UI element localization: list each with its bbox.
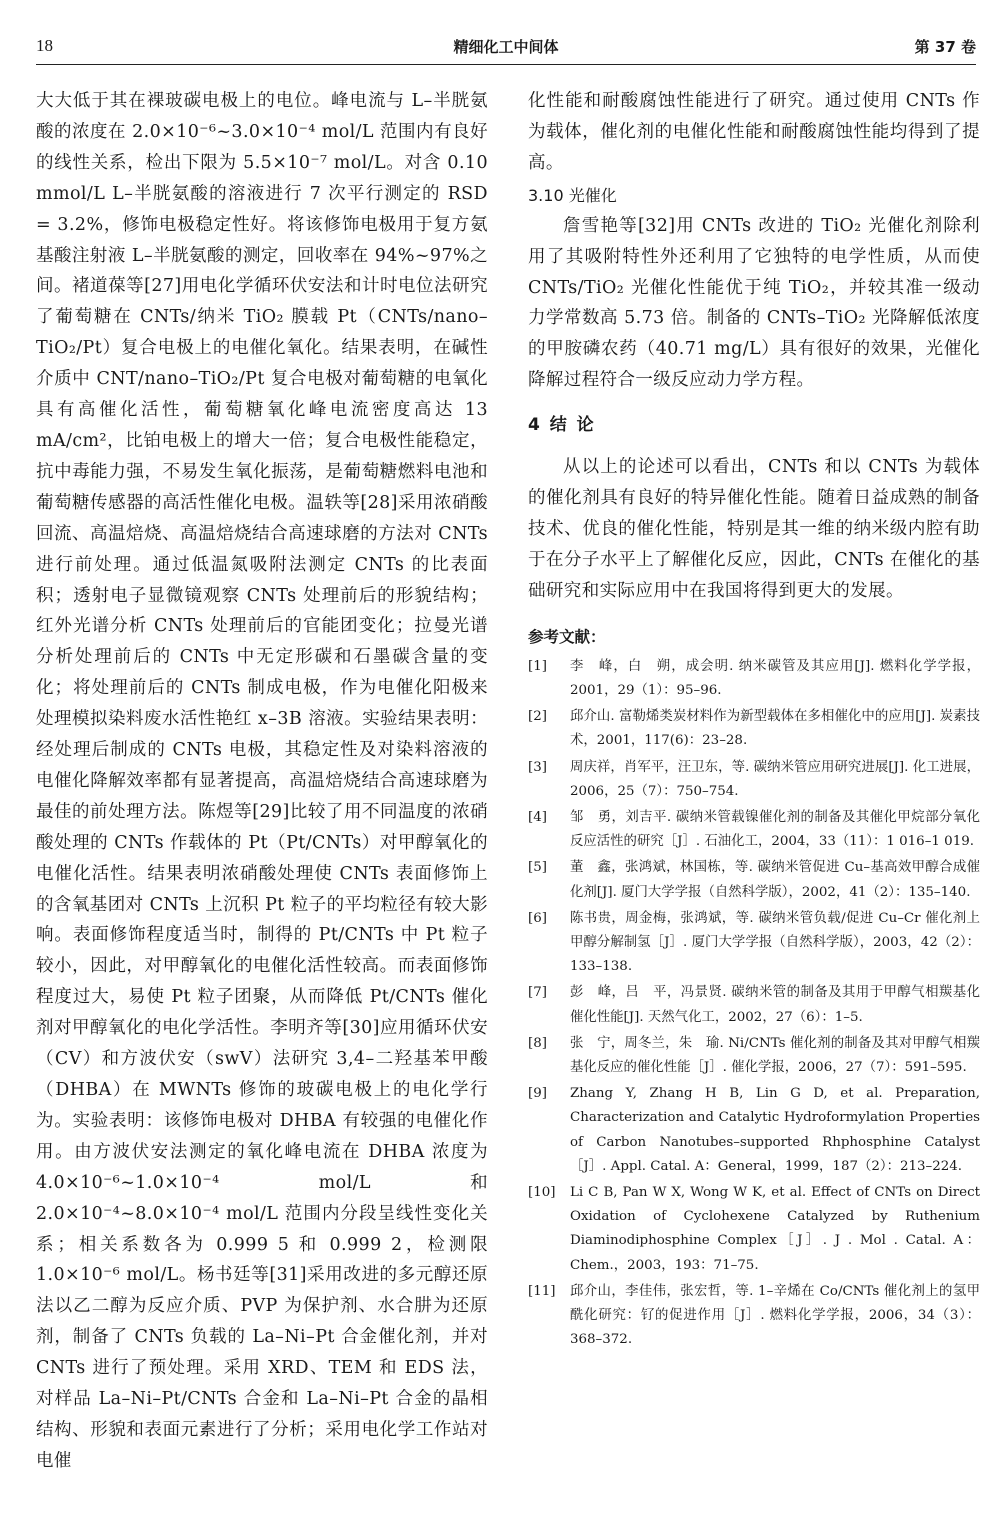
reference-item [528,1280,980,1353]
reference-number: [6] [528,910,547,926]
reference-item [528,655,980,703]
right-column [528,86,980,1354]
references-heading: 参考文献： [528,627,606,646]
body-paragraph: 詹雪艳等[32]用 CNTs 改进的 TiO₂ 光催化剂除利用了其吸附特性外还利用了它独特的电学性质，从而使 CNTs/TiO₂ 光催化性能优于纯 TiO₂，并较其准一级动力学常数高 5.73 倍。制备的 CNTs–TiO₂ 光降解低浓度的甲胺磷农药（40.71 mg/L）具有很好的效果，光催化降解过程符合一级反应动力学方程。 [528,215,980,391]
reference-item [528,1181,980,1278]
reference-item [528,1032,980,1080]
reference-item [528,1082,980,1179]
reference-text: 周庆祥，肖军平，汪卫东，等. 碳纳米管应用研究进展[J]. 化工进展，2006，25（7）：750–754. [570,759,980,799]
body-paragraph: 化性能和耐酸腐蚀性能进行了研究。通过使用 CNTs 作为载体，催化剂的电催化性能和耐酸腐蚀性能均得到了提高。 [528,91,980,173]
reference-text: 邱介山. 富勒烯类炭材料作为新型载体在多相催化中的应用[J]. 炭素技术，2001，117(6)：23–28. [570,709,980,749]
reference-text: 张 宁，周冬兰，朱 瑜. Ni/CNTs 催化剂的制备及其对甲醇气相羰基化反应的催化性能［J］. 催化学报，2006，27（7）：591–595. [570,1035,980,1075]
reference-text: Li C B, Pan W X, Wong W K, et al. Effect of CNTs on Direct Oxidation of Cyclohexene Catalyzed by Ruthenium Diaminodiphosphine Complex［J］. J . Mol . Catal. A：Chem.，2003，193：71–75. [570,1184,980,1273]
journal-title: 精细化工中间体 [453,38,559,56]
header-rule [36,64,976,65]
reference-number: [5] [528,860,547,876]
reference-item [528,907,980,980]
body-paragraph: 大大低于其在裸玻碳电极上的电位。峰电流与 L–半胱氨酸的浓度在 2.0×10⁻⁶~3.0×10⁻⁴ mol/L 范围内有良好的线性关系，检出下限为 5.5×10⁻⁷ mol/L。对含 0.10 mmol/L L–半胱氨酸的溶液进行 7 次平行测定的 RSD = 3.2%，修饰电极稳定性好。将该修饰电极用于复方氨基酸注射液 L–半胱氨酸的测定，回收率在 94%~97%之间。褚道葆等[27]用电化学循环伏安法和计时电位法研究了葡萄糖在 CNTs/纳米 TiO₂ 膜载 Pt（CNTs/nano–TiO₂/Pt）复合电极上的电催化氧化。结果表明，在碱性介质中 CNT/nano–TiO₂/Pt 复合电极对葡萄糖的电氧化具有高催化活性，葡萄糖氧化峰电流密度高达 13 mA/cm²，比铂电极上的增大一倍；复合电极性能稳定，抗中毒能力强，不易发生氧化振荡，是葡萄糖燃料电池和葡萄糖传感器的高活性催化电极。温轶等[28]采用浓硝酸回流、高温焙烧、高温焙烧结合高速球磨的方法对 CNTs 进行前处理。通过低温氮吸附法测定 CNTs 的比表面积；透射电子显微镜观察 CNTs 处理前后的形貌结构；红外光谱分析 CNTs 处理前后的官能团变化；拉曼光谱分析处理前后的 CNTs 中无定形碳和石墨碳含量的变化；将处理前后的 CNTs 制成电极，作为电催化阳极来处理模拟染料废水活性艳红 x–3B 溶液。实验结果表明：经处理后制成的 CNTs 电极，其稳定性及对染料溶液的电催化降解效率都有显著提高，高温焙烧结合高速球磨为最佳的前处理方法。陈煜等[29]比较了用不同温度的浓硝酸处理的 CNTs 作载体的 Pt（Pt/CNTs）对甲醇氧化的电催化活性。结果表明浓硝酸处理使 CNTs 表面修饰上的含氧基团对 CNTs 上沉积 Pt 粒子的平均粒径有较大影响。表面修饰程度适当时，制得的 Pt/CNTs 中 Pt 粒子较小，因此，对甲醇氧化的电催化活性较高。而表面修饰程度过大，易使 Pt 粒子团聚，从而降低 Pt/CNTs 催化剂对甲醇氧化的电化学活性。李明齐等[30]应用循环伏安（CV）和方波伏安（swV）法研究 3,4–二羟基苯甲酸（DHBA）在 MWNTs 修饰的玻碳电极上的电化学行为。实验表明：该修饰电极对 DHBA 有较强的电催化作用。由方波伏安法测定的氧化峰电流在 DHBA 浓度为 4.0×10⁻⁶~1.0×10⁻⁴ mol/L 和 2.0×10⁻⁴~8.0×10⁻⁴ mol/L 范围内分段呈线性变化关系；相关系数各为 0.999 5 和 0.999 2，检测限 1.0×10⁻⁶ mol/L。杨书廷等[31]采用改进的多元醇还原法以乙二醇为反应介质、PVP 为保护剂、水合肼为还原剂，制备了 CNTs 负载的 La–Ni–Pt 合金催化剂，并对 CNTs 进行了预处理。采用 XRD、TEM 和 EDS 法，对样品 La–Ni–Pt/CNTs 合金和 La–Ni–Pt 合金的晶相结构、形貌和表面元素进行了分析；采用电化学工作站对电催 [36,91,488,1471]
subsection-heading: 3.10 光催化 [528,185,617,205]
reference-number: [8] [528,1035,547,1051]
left-column [36,86,488,1477]
reference-text: 董 鑫，张鸿斌，林国栋，等. 碳纳米管促进 Cu–基高效甲醇合成催化剂[J]. 厦门大学学报（自然科学版），2002，41（2）：135–140. [570,860,980,900]
reference-number: [11] [528,1283,556,1299]
reference-list [528,655,980,1353]
reference-item [528,856,980,904]
reference-text: 李 峰，白 朔，成会明. 纳米碳管及其应用[J]. 燃料化学学报，2001，29（1）：95–96. [570,658,980,698]
section-heading: 4 结 论 [528,415,596,436]
reference-item [528,981,980,1029]
page-number: 18 [36,36,53,55]
reference-item [528,806,980,854]
page-header [36,30,976,60]
reference-number: [10] [528,1184,556,1200]
reference-text: Zhang Y, Zhang H B, Lin G D, et al. Preparation, Characterization and Catalytic Hydroformylation Properties of Carbon Nanotubes–supported Rhphosphine Catalyst［J］. Appl. Catal. A：General，1999，187（2）：213–224. [570,1086,980,1174]
reference-text: 陈书贵，周金梅，张鸿斌，等. 碳纳米管负载/促进 Cu–Cr 催化剂上甲醇分解制氢［J］. 厦门大学学报（自然科学版），2003，42（2）：133–138. [570,910,980,975]
reference-item [528,705,980,753]
conclusion-paragraph: 从以上的论述可以看出，CNTs 和以 CNTs 为载体的催化剂具有良好的特异催化性能。随着日益成熟的制备技术、优良的催化性能，特别是其一维的纳米级内腔有助于在分子水平上了解催化反应，因此，CNTs 在催化的基础研究和实际应用中在我国将得到更大的发展。 [528,457,980,601]
volume-label: 第 37 卷 [914,38,976,56]
reference-text: 邹 勇，刘吉平. 碳纳米管载镍催化剂的制备及其催化甲烷部分氧化反应活性的研究［J］. 石油化工，2004，33（11）：1 016–1 019. [570,809,980,850]
reference-item [528,756,980,804]
reference-number: [2] [528,709,547,725]
reference-text: 彭 峰，吕 平，冯景贤. 碳纳米管的制备及其用于甲醇气相羰基化催化性能[J]. 天然气化工，2002，27（6）：1–5. [570,985,980,1025]
reference-text: 邱介山，李佳伟，张宏哲，等. 1–辛烯在 Co/CNTs 催化剂上的氢甲酰化研究：钌的促进作用［J］. 燃料化学学报，2006，34（3）：368–372. [570,1283,980,1348]
reference-number: [9] [528,1086,547,1102]
reference-number: [4] [528,809,547,825]
reference-number: [1] [528,658,547,674]
reference-number: [3] [528,759,547,775]
reference-number: [7] [528,985,547,1001]
